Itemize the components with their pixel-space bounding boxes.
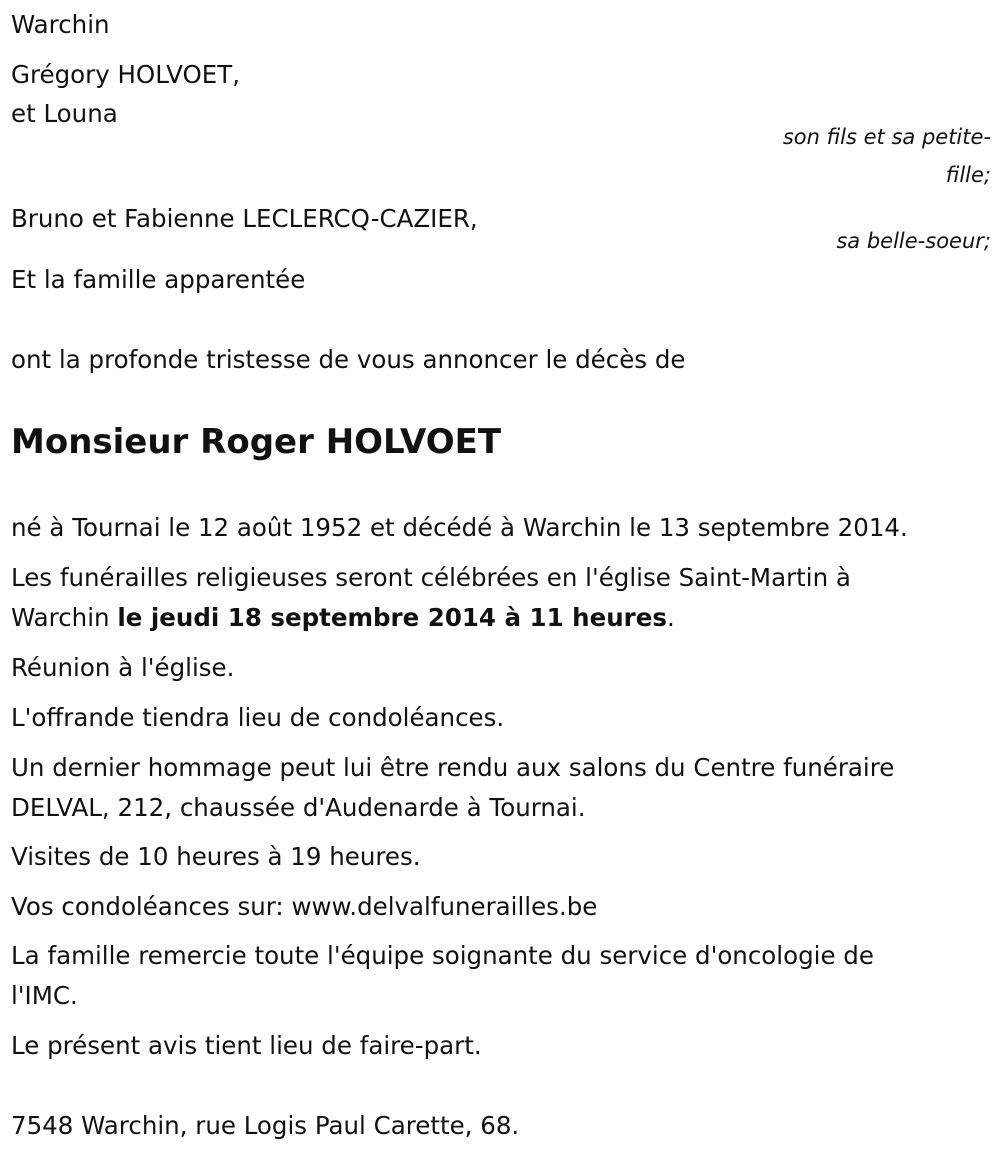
family-member-louna: et Louna <box>11 99 118 128</box>
family-member-gregory: Grégory HOLVOET, <box>11 60 241 89</box>
thanks-line-2: l'IMC. <box>11 981 78 1010</box>
reunion-info: Réunion à l'église. <box>11 653 235 682</box>
condolences-url: www.delvalfunerailles.be <box>291 892 598 921</box>
relation-line-2: fille; <box>945 163 991 187</box>
thanks-line-1: La famille remercie toute l'équipe soignante du service d'oncologie de <box>11 941 874 970</box>
family-location: Warchin <box>11 10 110 39</box>
condolences-label: Vos condoléances sur: <box>11 892 292 921</box>
thanks-info <box>11 936 874 1016</box>
tribute-line-1: Un dernier hommage peut lui être rendu aux salons du Centre funéraire <box>11 753 895 782</box>
funeral-period: . <box>666 603 675 632</box>
family-member-leclercq: Bruno et Fabienne LECLERCQ-CAZIER, <box>11 204 478 233</box>
announcement-text: ont la profonde tristesse de vous annoncer le décès de <box>11 345 686 374</box>
condolences-info <box>11 887 597 927</box>
address-info: 7548 Warchin, rue Logis Paul Carette, 68. <box>11 1111 520 1140</box>
funeral-line-2 <box>11 598 851 638</box>
relation-son-granddaughter <box>591 118 991 194</box>
deceased-name: Monsieur Roger HOLVOET <box>11 422 502 462</box>
visits-info: Visites de 10 heures à 19 heures. <box>11 842 421 871</box>
relation-sister-in-law <box>591 222 991 260</box>
relation-line-3: sa belle-soeur; <box>836 229 991 253</box>
funeral-info <box>11 558 851 638</box>
funeral-line-1: Les funérailles religieuses seront célébrées en l'église Saint-Martin à <box>11 563 851 592</box>
birth-death-info: né à Tournai le 12 août 1952 et décédé à Warchin le 13 septembre 2014. <box>11 513 908 542</box>
tribute-info <box>11 748 894 828</box>
notice-info: Le présent avis tient lieu de faire-part. <box>11 1031 482 1060</box>
extended-family: Et la famille apparentée <box>11 265 306 294</box>
relation-line-1: son fils et sa petite- <box>782 125 991 149</box>
funeral-date: le jeudi 18 septembre 2014 à 11 heures <box>117 603 667 632</box>
tribute-line-2: DELVAL, 212, chaussée d'Audenarde à Tournai. <box>11 793 586 822</box>
offering-info: L'offrande tiendra lieu de condoléances. <box>11 703 505 732</box>
funeral-place: Warchin <box>11 603 118 632</box>
